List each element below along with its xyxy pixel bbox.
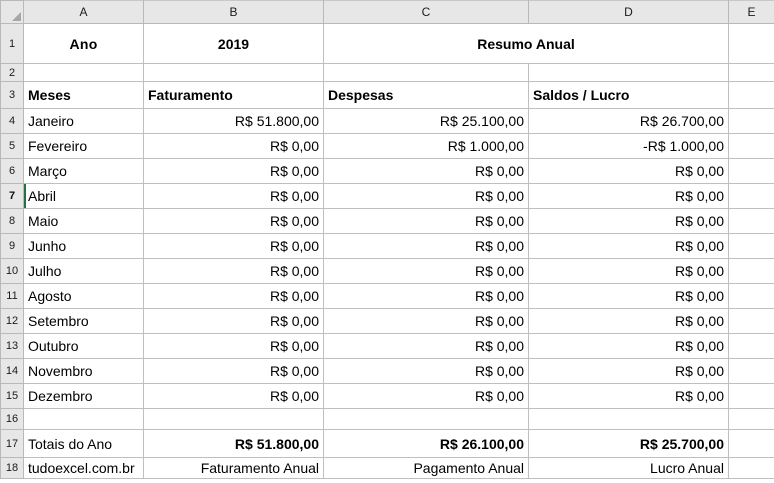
column-header-d[interactable]: D: [529, 1, 729, 24]
cell-c16[interactable]: [324, 409, 529, 430]
cell-e15[interactable]: [729, 384, 774, 409]
cell-d16[interactable]: [529, 409, 729, 430]
cell-e14[interactable]: [729, 359, 774, 384]
cell-saldo-13[interactable]: R$ 0,00: [529, 334, 729, 359]
cell-despesas-9[interactable]: R$ 0,00: [324, 234, 529, 259]
cell-month-6[interactable]: Março: [24, 159, 144, 184]
row-header-18[interactable]: 18: [1, 458, 24, 479]
row-header-4[interactable]: 4: [1, 109, 24, 134]
row-header-5[interactable]: 5: [1, 134, 24, 159]
header-despesas[interactable]: Despesas: [324, 82, 529, 109]
footnote-saldo[interactable]: Lucro Anual: [529, 458, 729, 479]
cell-e10[interactable]: [729, 259, 774, 284]
cell-a1-ano-label[interactable]: Ano: [24, 24, 144, 64]
totals-label[interactable]: Totais do Ano: [24, 430, 144, 458]
cell-month-11[interactable]: Agosto: [24, 284, 144, 309]
row-header-9[interactable]: 9: [1, 234, 24, 259]
sheet-row-16: [1, 409, 774, 430]
row-header-16[interactable]: 16: [1, 409, 24, 430]
row-header-11[interactable]: 11: [1, 284, 24, 309]
cell-month-13[interactable]: Outubro: [24, 334, 144, 359]
brand-link[interactable]: tudoexcel.com.br: [24, 458, 144, 479]
cell-faturamento-9[interactable]: R$ 0,00: [144, 234, 324, 259]
cell-b1-ano-value[interactable]: 2019: [144, 24, 324, 64]
cell-month-10[interactable]: Julho: [24, 259, 144, 284]
cell-a16[interactable]: [24, 409, 144, 430]
table-row: [1, 309, 774, 334]
cell-despesas-8[interactable]: R$ 0,00: [324, 209, 529, 234]
row-header-17[interactable]: 17: [1, 430, 24, 458]
cell-b2[interactable]: [144, 64, 324, 82]
cell-faturamento-15[interactable]: R$ 0,00: [144, 384, 324, 409]
cell-despesas-7[interactable]: R$ 0,00: [324, 184, 529, 209]
table-row: [1, 284, 774, 309]
header-meses[interactable]: Meses: [24, 82, 144, 109]
cell-month-5[interactable]: Fevereiro: [24, 134, 144, 159]
cell-saldo-6[interactable]: R$ 0,00: [529, 159, 729, 184]
row-header-12[interactable]: 12: [1, 309, 24, 334]
cell-faturamento-5[interactable]: R$ 0,00: [144, 134, 324, 159]
cell-despesas-6[interactable]: R$ 0,00: [324, 159, 529, 184]
cell-faturamento-13[interactable]: R$ 0,00: [144, 334, 324, 359]
cell-saldo-5[interactable]: -R$ 1.000,00: [529, 134, 729, 159]
cell-d2[interactable]: [529, 64, 729, 82]
cell-e2[interactable]: [729, 64, 774, 82]
row-header-6[interactable]: 6: [1, 159, 24, 184]
footnote-faturamento[interactable]: Faturamento Anual: [144, 458, 324, 479]
cell-e16[interactable]: [729, 409, 774, 430]
table-row: [1, 234, 774, 259]
totals-despesas[interactable]: R$ 26.100,00: [324, 430, 529, 458]
cell-despesas-15[interactable]: R$ 0,00: [324, 384, 529, 409]
month-rows-body: [1, 109, 774, 409]
cell-faturamento-4[interactable]: R$ 51.800,00: [144, 109, 324, 134]
row-header-7[interactable]: 7: [1, 184, 24, 209]
cell-c1-resumo-anual-title[interactable]: Resumo Anual: [324, 24, 729, 64]
row-header-15[interactable]: 15: [1, 384, 24, 409]
cell-saldo-4[interactable]: R$ 26.700,00: [529, 109, 729, 134]
cell-a2[interactable]: [24, 64, 144, 82]
sheet-row-2: [1, 64, 774, 82]
column-header-c[interactable]: C: [324, 1, 529, 24]
row-header-14[interactable]: 14: [1, 359, 24, 384]
row-header-1[interactable]: 1: [1, 24, 24, 64]
cell-e11[interactable]: [729, 284, 774, 309]
cell-faturamento-8[interactable]: R$ 0,00: [144, 209, 324, 234]
cell-saldo-9[interactable]: R$ 0,00: [529, 234, 729, 259]
cell-faturamento-12[interactable]: R$ 0,00: [144, 309, 324, 334]
cell-despesas-10[interactable]: R$ 0,00: [324, 259, 529, 284]
cell-month-14[interactable]: Novembro: [24, 359, 144, 384]
table-row: [1, 159, 774, 184]
header-faturamento[interactable]: Faturamento: [144, 82, 324, 109]
cell-despesas-12[interactable]: R$ 0,00: [324, 309, 529, 334]
column-header-e[interactable]: E: [729, 1, 774, 24]
row-header-3[interactable]: 3: [1, 82, 24, 109]
status-flag-positive[interactable]: [729, 109, 774, 134]
footnote-despesas[interactable]: Pagamento Anual: [324, 458, 529, 479]
cell-saldo-7[interactable]: R$ 0,00: [529, 184, 729, 209]
cell-saldo-12[interactable]: R$ 0,00: [529, 309, 729, 334]
cell-e7[interactable]: [729, 184, 774, 209]
table-row: [1, 109, 774, 134]
table-row: [1, 134, 774, 159]
cell-saldo-10[interactable]: R$ 0,00: [529, 259, 729, 284]
cell-e3[interactable]: [729, 82, 774, 109]
totals-faturamento[interactable]: R$ 51.800,00: [144, 430, 324, 458]
cell-faturamento-11[interactable]: R$ 0,00: [144, 284, 324, 309]
cell-despesas-11[interactable]: R$ 0,00: [324, 284, 529, 309]
table-row: [1, 359, 774, 384]
select-all-corner[interactable]: [1, 1, 24, 24]
sheet-row-18-footer: [1, 458, 774, 479]
cell-e9[interactable]: [729, 234, 774, 259]
cell-faturamento-14[interactable]: R$ 0,00: [144, 359, 324, 384]
cell-despesas-4[interactable]: R$ 25.100,00: [324, 109, 529, 134]
sheet-row-17-totals: [1, 430, 774, 458]
header-saldos-lucro[interactable]: Saldos / Lucro: [529, 82, 729, 109]
cell-month-4[interactable]: Janeiro: [24, 109, 144, 134]
table-row: [1, 259, 774, 284]
sheet-row-1: [1, 24, 774, 64]
cell-e17[interactable]: [729, 430, 774, 458]
cell-month-12[interactable]: Setembro: [24, 309, 144, 334]
cell-e18[interactable]: [729, 458, 774, 479]
row-header-8[interactable]: 8: [1, 209, 24, 234]
cell-month-15[interactable]: Dezembro: [24, 384, 144, 409]
sheet-row-3-table-header: [1, 82, 774, 109]
cell-e1[interactable]: [729, 24, 774, 64]
cell-e12[interactable]: [729, 309, 774, 334]
table-row: [1, 384, 774, 409]
cell-e6[interactable]: [729, 159, 774, 184]
row-header-2[interactable]: 2: [1, 64, 24, 82]
table-row: [1, 184, 774, 209]
table-row: [1, 209, 774, 234]
table-row: [1, 334, 774, 359]
cell-month-7[interactable]: Abril: [24, 184, 144, 209]
cell-faturamento-10[interactable]: R$ 0,00: [144, 259, 324, 284]
status-flag-negative[interactable]: [729, 134, 774, 159]
cell-c2[interactable]: [324, 64, 529, 82]
row-header-10[interactable]: 10: [1, 259, 24, 284]
cell-b16[interactable]: [144, 409, 324, 430]
column-header-b[interactable]: B: [144, 1, 324, 24]
cell-month-8[interactable]: Maio: [24, 209, 144, 234]
column-header-row: [1, 1, 774, 24]
cell-e8[interactable]: [729, 209, 774, 234]
row-header-13[interactable]: 13: [1, 334, 24, 359]
cell-saldo-8[interactable]: R$ 0,00: [529, 209, 729, 234]
cell-month-9[interactable]: Junho: [24, 234, 144, 259]
cell-despesas-5[interactable]: R$ 1.000,00: [324, 134, 529, 159]
cell-faturamento-7[interactable]: R$ 0,00: [144, 184, 324, 209]
cell-saldo-14[interactable]: R$ 0,00: [529, 359, 729, 384]
column-header-a[interactable]: A: [24, 1, 144, 24]
cell-saldo-11[interactable]: R$ 0,00: [529, 284, 729, 309]
cell-e13[interactable]: [729, 334, 774, 359]
cell-faturamento-6[interactable]: R$ 0,00: [144, 159, 324, 184]
select-all-triangle-icon: [12, 12, 21, 21]
totals-saldo[interactable]: R$ 25.700,00: [529, 430, 729, 458]
cell-despesas-13[interactable]: R$ 0,00: [324, 334, 529, 359]
cell-saldo-15[interactable]: R$ 0,00: [529, 384, 729, 409]
cell-despesas-14[interactable]: R$ 0,00: [324, 359, 529, 384]
